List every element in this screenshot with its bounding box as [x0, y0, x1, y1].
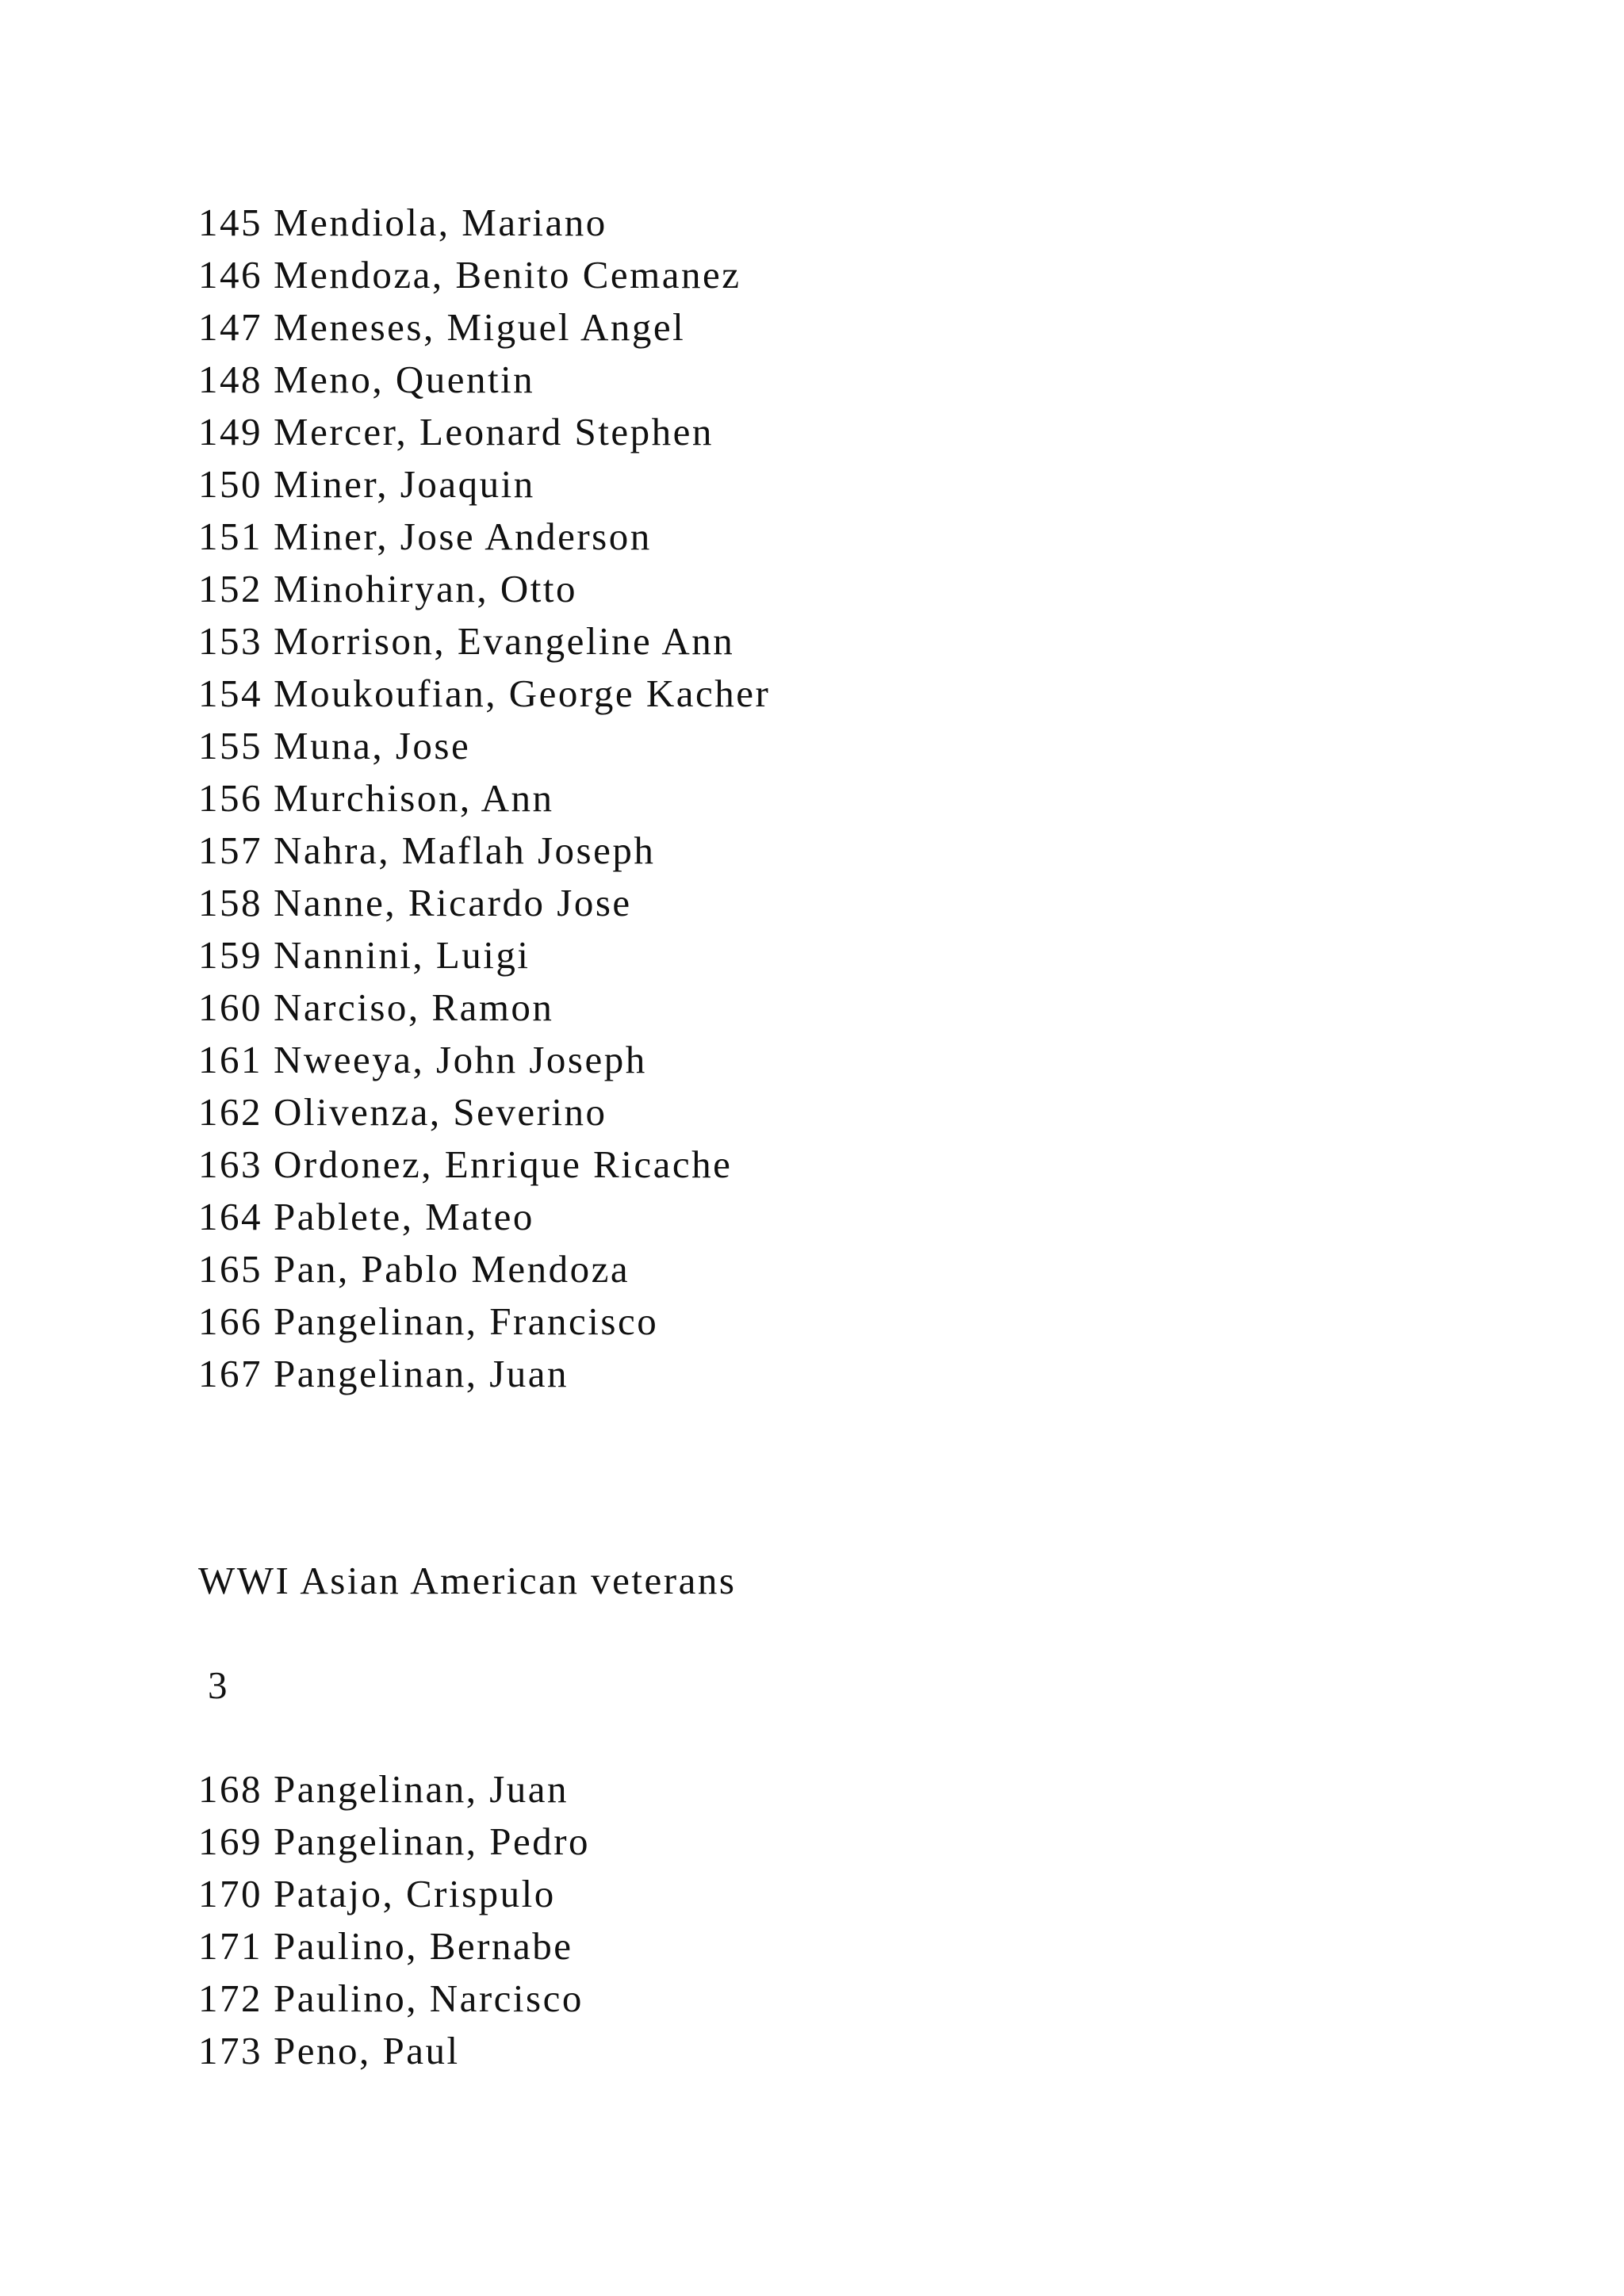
entry-name: Miner, Jose Anderson — [274, 515, 652, 558]
entry-number: 167 — [198, 1352, 262, 1395]
entry-number: 151 — [198, 515, 262, 558]
entry-number: 171 — [198, 1924, 262, 1968]
entry-number: 162 — [198, 1090, 262, 1134]
entry-name: Narciso, Ramon — [274, 985, 554, 1029]
entry-number: 166 — [198, 1299, 262, 1343]
entry-name: Pangelinan, Juan — [274, 1352, 569, 1395]
entry-number: 146 — [198, 253, 262, 297]
entry-name: Paulino, Bernabe — [274, 1924, 573, 1968]
entry-number: 156 — [198, 776, 262, 820]
entry-name: Mendoza, Benito Cemanez — [274, 253, 741, 297]
entry-number: 158 — [198, 881, 262, 924]
list-item — [198, 1034, 770, 1086]
list-item — [198, 1191, 770, 1243]
list-item — [198, 1086, 770, 1138]
list-item — [198, 1138, 770, 1191]
list-item — [198, 197, 770, 249]
list-item — [198, 982, 770, 1034]
entry-name: Mercer, Leonard Stephen — [274, 410, 714, 453]
list-item — [198, 354, 770, 406]
entry-number: 169 — [198, 1820, 262, 1863]
veteran-list-second — [198, 1763, 590, 2077]
entry-name: Paulino, Narcisco — [274, 1976, 584, 2020]
list-item — [198, 615, 770, 668]
entry-name: Miner, Joaquin — [274, 462, 535, 506]
entry-name: Nanne, Ricardo Jose — [274, 881, 632, 924]
entry-number: 145 — [198, 201, 262, 244]
section-heading: WWI Asian American veterans — [198, 1559, 737, 1602]
entry-number: 165 — [198, 1247, 262, 1291]
entry-name: Pangelinan, Francisco — [274, 1299, 659, 1343]
list-item — [198, 825, 770, 877]
entry-name: Meno, Quentin — [274, 358, 535, 401]
list-item — [198, 1763, 590, 1816]
entry-number: 168 — [198, 1767, 262, 1811]
entry-number: 150 — [198, 462, 262, 506]
entry-name: Patajo, Crispulo — [274, 1872, 556, 1915]
entry-number: 153 — [198, 619, 262, 663]
entry-name: Pangelinan, Pedro — [274, 1820, 591, 1863]
list-item — [198, 929, 770, 982]
list-item — [198, 1816, 590, 1868]
list-item — [198, 2025, 590, 2077]
entry-number: 147 — [198, 305, 262, 349]
list-item — [198, 249, 770, 301]
entry-name: Pablete, Mateo — [274, 1195, 534, 1238]
entry-number: 148 — [198, 358, 262, 401]
entry-name: Moukoufian, George Kacher — [274, 672, 771, 715]
list-item — [198, 1348, 770, 1400]
entry-number: 163 — [198, 1142, 262, 1186]
list-item — [198, 406, 770, 458]
entry-number: 161 — [198, 1038, 262, 1081]
list-item — [198, 1920, 590, 1973]
list-item — [198, 563, 770, 615]
entry-number: 173 — [198, 2029, 262, 2072]
list-item — [198, 720, 770, 772]
entry-name: Morrison, Evangeline Ann — [274, 619, 735, 663]
entry-name: Pan, Pablo Mendoza — [274, 1247, 630, 1291]
list-item — [198, 877, 770, 929]
entry-number: 155 — [198, 724, 262, 767]
entry-name: Olivenza, Severino — [274, 1090, 607, 1134]
entry-number: 160 — [198, 985, 262, 1029]
entry-number: 149 — [198, 410, 262, 453]
entry-name: Meneses, Miguel Angel — [274, 305, 686, 349]
list-item — [198, 1243, 770, 1295]
entry-number: 159 — [198, 933, 262, 977]
entry-name: Mendiola, Mariano — [274, 201, 607, 244]
entry-name: Minohiryan, Otto — [274, 567, 577, 610]
entry-name: Murchison, Ann — [274, 776, 554, 820]
list-item — [198, 1868, 590, 1920]
entry-name: Ordonez, Enrique Ricache — [274, 1142, 733, 1186]
entry-name: Pangelinan, Juan — [274, 1767, 569, 1811]
entry-number: 152 — [198, 567, 262, 610]
list-item — [198, 668, 770, 720]
entry-name: Nweeya, John Joseph — [274, 1038, 647, 1081]
list-item — [198, 301, 770, 354]
entry-name: Nahra, Maflah Joseph — [274, 828, 656, 872]
entry-name: Muna, Jose — [274, 724, 471, 767]
list-item — [198, 1973, 590, 2025]
entry-name: Nannini, Luigi — [274, 933, 530, 977]
list-item — [198, 511, 770, 563]
entry-number: 164 — [198, 1195, 262, 1238]
entry-number: 170 — [198, 1872, 262, 1915]
entry-name: Peno, Paul — [274, 2029, 460, 2072]
list-item — [198, 458, 770, 511]
page-number: 3 — [208, 1663, 229, 1707]
list-item — [198, 1295, 770, 1348]
list-item — [198, 772, 770, 825]
veteran-list-first — [198, 197, 770, 1400]
entry-number: 154 — [198, 672, 262, 715]
entry-number: 157 — [198, 828, 262, 872]
entry-number: 172 — [198, 1976, 262, 2020]
